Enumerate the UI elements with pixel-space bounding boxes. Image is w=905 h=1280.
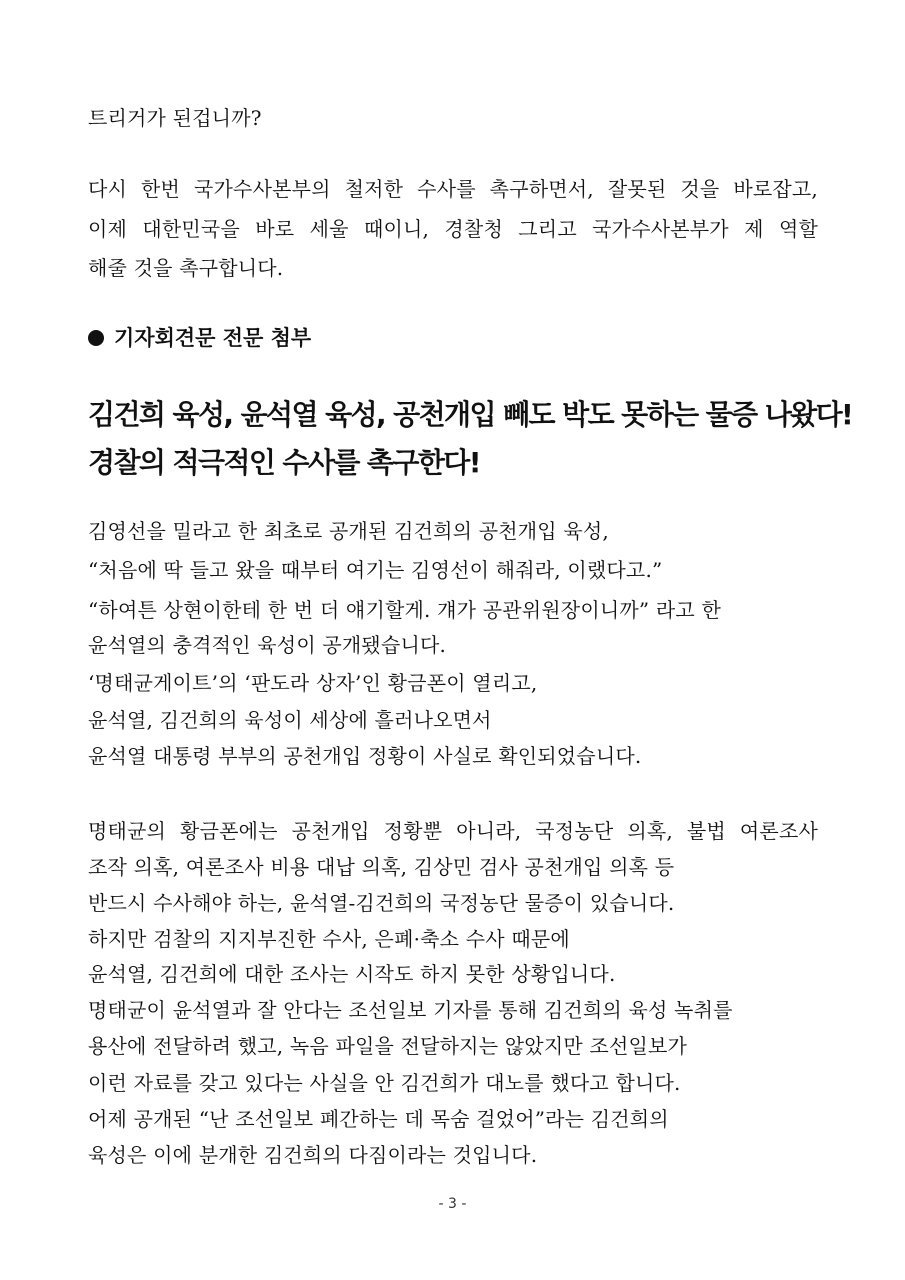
body-paragraph-1-line-3: “하여튼 상현이한테 한 번 더 얘기할게. 걔가 공관위원장이니까” 라고 한 [88, 598, 721, 622]
body-paragraph-2-line-9: 어제 공개된 “난 조선일보 폐간하는 데 목숨 걸었어”라는 김건희의 [88, 1107, 669, 1131]
closing-paragraph-line-2: 이제 대한민국을 바로 세울 때이니, 경찰청 그리고 국가수사본부가 제 역할 [88, 217, 818, 241]
bullet-icon [88, 330, 104, 346]
closing-paragraph-line-3: 해줄 것을 촉구합니다. [88, 256, 284, 280]
body-paragraph-2-line-1: 명태균의 황금폰에는 공천개입 정황뿐 아니라, 국정농단 의혹, 불법 여론조사 [88, 819, 818, 843]
attachment-heading [88, 323, 311, 353]
body-paragraph-2-line-6: 명태균이 윤석열과 잘 안다는 조선일보 기자를 통해 김건희의 육성 녹취를 [88, 998, 733, 1022]
headline-line-2: 경찰의 적극적인 수사를 촉구한다! [88, 446, 480, 479]
body-paragraph-2-line-8: 이런 자료를 갖고 있다는 사실을 안 김건희가 대노를 했다고 합니다. [88, 1071, 681, 1095]
body-paragraph-2-line-5: 윤석열, 김건희에 대한 조사는 시작도 하지 못한 상황입니다. [88, 962, 616, 986]
headline-line-1: 김건희 육성, 윤석열 육성, 공천개입 빼도 박도 못하는 물증 나왔다! [88, 398, 853, 431]
body-paragraph-1-line-5: ‘명태균게이트’의 ‘판도라 상자’인 황금폰이 열리고, [88, 671, 538, 695]
closing-paragraph-line-1: 다시 한번 국가수사본부의 철저한 수사를 촉구하면서, 잘못된 것을 바로잡고, [88, 177, 818, 201]
body-paragraph-2-line-4: 하지만 검찰의 지지부진한 수사, 은폐·축소 수사 때문에 [88, 927, 570, 951]
body-paragraph-2-line-7: 용산에 전달하려 했고, 녹음 파일을 전달하지는 않았지만 조선일보가 [88, 1034, 688, 1058]
intro-line: 트리거가 된겁니까? [88, 106, 262, 130]
body-paragraph-1-line-6: 윤석열, 김건희의 육성이 세상에 흘러나오면서 [88, 708, 492, 732]
body-paragraph-2-line-10: 육성은 이에 분개한 김건희의 다짐이라는 것입니다. [88, 1143, 538, 1167]
body-paragraph-2-line-3: 반드시 수사해야 하는, 윤석열-김건희의 국정농단 물증이 있습니다. [88, 891, 675, 915]
body-paragraph-1-line-7: 윤석열 대통령 부부의 공천개입 정황이 사실로 확인되었습니다. [88, 744, 642, 768]
body-paragraph-1-line-1: 김영선을 밀라고 한 최초로 공개된 김건희의 공천개입 육성, [88, 519, 609, 543]
body-paragraph-1-line-4: 윤석열의 충격적인 육성이 공개됐습니다. [88, 633, 447, 657]
page-number: - 3 - [438, 1196, 467, 1212]
attachment-heading-text: 기자회견문 전문 첨부 [114, 326, 312, 350]
body-paragraph-2-line-2: 조작 의혹, 여론조사 비용 대납 의혹, 김상민 검사 공천개입 의혹 등 [88, 855, 675, 879]
body-paragraph-1-line-2: “처음에 딱 들고 왔을 때부터 여기는 김영선이 해줘라, 이랬다고.” [88, 558, 663, 582]
